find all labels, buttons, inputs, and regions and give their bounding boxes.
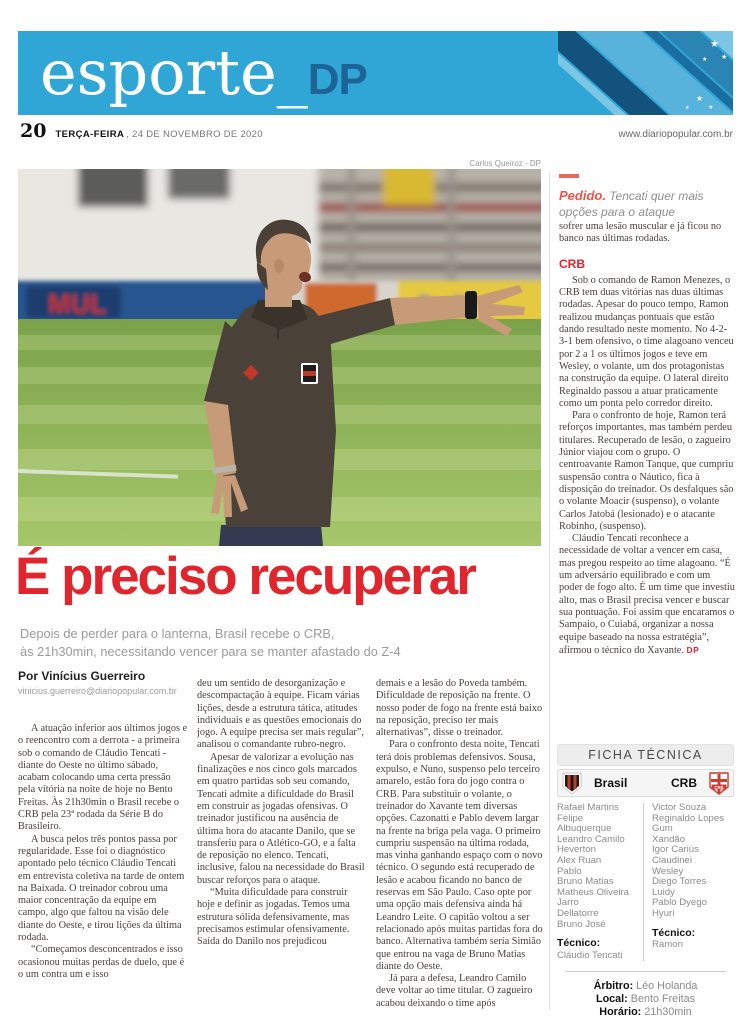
- player-name: Hyuri: [652, 907, 675, 919]
- paragraph: A busca pelos três pontos passa por regularidade. Esse foi o diagnóstico apontado pelo técnico Cláudio Tencati em entrevista coletiva na tarde de ontem na Baixada. O treinador cobrou uma maior concentração da equipe em campo, algo que faltou na visão dele diante do Oeste, e tirou lições da última rodada.: [18, 833, 185, 944]
- home-team-name: Brasil: [594, 776, 628, 790]
- svg-text:★: ★: [702, 57, 708, 63]
- match-fact-box: [557, 744, 734, 1019]
- venue-line: Local: Bento Freitas: [595, 993, 695, 1006]
- paragraph: deu um sentido de desorganização e descompactação à equipe. Ficam várias lições, desde a estrutura tática, atitudes individuais e as questões emocionais do jogo. A equipe precisa ser mais regular”, analisou o comandante rubro-negro.: [197, 678, 364, 751]
- section-title: esporte: [40, 36, 277, 109]
- player-name: Xandão: [652, 833, 686, 845]
- fact-box-divider: [565, 971, 726, 972]
- dateline: [20, 120, 733, 142]
- body-column-3: [376, 678, 546, 1024]
- player-name: Wesley: [652, 865, 684, 877]
- player-name: Jarro: [557, 897, 579, 909]
- player-name: Gum: [652, 823, 673, 835]
- paragraph: sofrer uma lesão muscular e já ficou no banco nas últimas rodadas.: [559, 221, 722, 245]
- player-name: Bruno José: [557, 918, 606, 930]
- page-number: 20: [20, 120, 47, 142]
- player-name: Leandro Camilo: [557, 833, 625, 845]
- masthead-graphic: [558, 31, 733, 115]
- paragraph: demais e a lesão do Poveda também. Dificuldade de reposição na frente. O nosso poder de fogo na frente está baixo na reposição, preciso ter mais alternativas”, disse o treinador.: [376, 678, 543, 739]
- paragraph: Já para a defesa, Leandro Camilo deve voltar ao time titular. O zagueiro acabou deixando o time após: [376, 973, 533, 1009]
- player-name: Claudinei: [652, 854, 693, 866]
- column-divider: [549, 172, 550, 1010]
- player-name: Pablo Dyego: [652, 897, 707, 909]
- crb-crest-icon: [707, 771, 731, 795]
- away-coach-name: Ramon: [652, 939, 683, 951]
- player-name: Matheus Oliveira: [557, 886, 629, 898]
- byline: [18, 669, 190, 696]
- body-column-2: [197, 678, 367, 1024]
- teams-row: [557, 769, 734, 797]
- author-email: vinicius.guerreiro@diariopopular.com.br: [18, 686, 177, 696]
- crb-heading: CRB: [559, 256, 585, 271]
- away-coach-label: Técnico:: [652, 926, 696, 939]
- headline: É preciso recuperar: [15, 547, 475, 606]
- date-text: , 24 DE NOVEMBRO DE 2020: [126, 129, 263, 140]
- paragraph: Sob o comando de Ramon Menezes, o CRB tem duas vitórias nas duas últimas rodadas. Apesar do pouco tempo, Ramon realizou mudanças pontuais que estão dando resultado neste momento. No 4-2-3-1 bem ofensivo, o time alagoano venceu por 2 a 1 os últimos jogos e teve em Wesley, o volante, um dos protagonistas na construção da equipe. O lateral direito Reginaldo passou a atuar praticamente como um ponta pelo corredor direito.: [559, 274, 734, 409]
- teaser-kicker: Pedido.: [559, 188, 606, 203]
- paragraph: Para o confronto de hoje, Ramon terá reforços importantes, mas também perdeu titulares. Recuperado de lesão, o zagueiro Júnior viajou com o grupo. O centroavante Ramon Tanque, que cumpriu suspensão contra o Náutico, fica à disposição do treinador. Os desfalques são o volante Moacir (suspenso), o volante Carlos Jatobá (lesionado) e o atacante Robinho, (suspenso).: [559, 410, 734, 532]
- teaser-text: Tencati quer mais opções para o ataque: [559, 189, 704, 219]
- referee-line: Árbitro: Léo Holanda: [593, 980, 698, 993]
- time-line: Horário: 21h30min: [599, 1006, 692, 1019]
- player-name: Victor Souza: [652, 802, 707, 813]
- deck-line-1: Depois de perder para o lanterna, Brasil recebe o CRB,: [20, 626, 335, 641]
- player-name: Luidy: [652, 886, 675, 898]
- player-name: Alex Ruan: [557, 854, 602, 866]
- brasil-crest-icon: [560, 771, 584, 795]
- svg-text:★: ★: [696, 94, 704, 103]
- player-name: Pablo: [557, 865, 582, 877]
- red-tick: [559, 174, 579, 178]
- paragraph: Apesar de valorizar a evolução nas finalizações e nos cinco gols marcados em quatro partidas sob seu comando, Tencati admite a dificuldade do Brasil em construir as jogadas ofensivas. O treinador justificou na ausência de última hora do atacante Danilo, que se transferiu para o Atlético-GO, e a falta de reposição no elenco. Tencati, inclusive, falou na necessidade do Brasil buscar reforços para o ataque.: [197, 751, 365, 886]
- player-name: Reginaldo Lopes: [652, 812, 725, 824]
- sidebar-body: [559, 221, 735, 740]
- officials-block: [557, 980, 734, 1019]
- away-lineup: [644, 803, 734, 961]
- svg-text:★: ★: [721, 54, 728, 61]
- dp-end-mark: DP: [686, 644, 700, 655]
- svg-text:CRB: CRB: [714, 784, 724, 790]
- paragraph: “Começamos desconcentrados e isso ocasionou muitas perdas de duelo, que é o um contra um e isso: [18, 944, 185, 980]
- player-name: Diego Torres: [652, 876, 707, 888]
- paragraph: “Muita dificuldade para construir hoje e definir as jogadas. Temos uma estrutura sólida defensivamente, mas precisamos estimular ofensivamente. Saída do Danilo nos prejudicou: [197, 887, 350, 948]
- fact-box-title: FICHA TÉCNICA: [557, 744, 734, 766]
- section-underscore: _: [276, 36, 308, 109]
- teaser: [559, 187, 733, 221]
- home-lineup: [557, 803, 644, 961]
- body-column-1: [18, 723, 188, 1024]
- author-name: Por Vinícius Guerreiro: [18, 669, 146, 683]
- player-name: Bruno Matias: [557, 876, 614, 888]
- player-name: Igor Cariús: [652, 844, 699, 856]
- paragraph: A atuação inferior aos últimos jogos e o reencontro com a derrota - a primeira sob o comando de Cláudio Tencati - diante do Oeste no último sábado, acabam colocando uma certa pressão pela vitória na noite de hoje no Bento Freitas. Às 21h30min o Brasil recebe o CRB pela 23ª rodada da Série B do Brasileiro.: [18, 723, 188, 833]
- player-name: Dellatorre: [557, 907, 599, 919]
- article-photo: [18, 169, 541, 546]
- coach-photo-illustration: [18, 169, 541, 546]
- paragraph: Cláudio Tencati reconhece a necessidade de voltar a vencer em casa, mas pregou respeito ao time alagoano. “É um adversário equilibrado e com um poder de fogo alto. É um time que investiu alto, mas o Brasil precisa vencer e buscar sua pontuação. Foi assim que encaramos o Sampaio, o Cuiabá, organizar a nossa equipe baseado na nossa estratégia”, afirmou o técnico do Xavante. DP: [559, 533, 735, 656]
- website-url: www.diariopopular.com.br: [618, 129, 733, 140]
- weekday: TERÇA-FEIRA: [55, 129, 125, 140]
- svg-text:★: ★: [685, 105, 690, 111]
- svg-text:★: ★: [708, 105, 714, 111]
- home-coach-name: Cláudio Tencati: [557, 949, 623, 961]
- masthead-text: [40, 35, 367, 111]
- home-coach-label: Técnico:: [557, 937, 601, 950]
- ad-text-mul: MUL: [48, 289, 107, 319]
- photo-credit: Carlos Queiroz - DP: [469, 159, 541, 168]
- away-team-name: CRB: [671, 776, 697, 790]
- player-name: Rafael Martins: [557, 802, 619, 813]
- player-name: Felipe Albuquerque: [557, 812, 612, 835]
- svg-text:★: ★: [710, 39, 719, 50]
- teaser-block: [559, 174, 733, 221]
- masthead-band: [18, 31, 733, 115]
- player-name: Heverton: [557, 844, 596, 856]
- deck: [20, 625, 460, 660]
- paragraph: Para o confronto desta noite, Tencati terá dois problemas defensivos. Sousa, expulso, e Nuno, suspenso pelo terceiro amarelo, estão fora do jogo contra o CRB. Para substituir o volante, o treinador do Xavante tem diversas opções. Cazonatti e Pablo devem largar na frente na briga pela vaga. O primeiro cumpriu suspensão na última rodada, mas vinha ganhando espaço com o novo técnico. O segundo está recuperado de lesão e acabou ficando no banco de reservas em São Paulo. Caso opte por uma opção mais defensiva ainda há Leandro Leite. O capitão voltou a ser relacionado após muitas partidas fora do banco. Alternativa também seria Simião que entrou na vaga de Bruno Matias diante do Oeste.: [376, 739, 543, 972]
- deck-line-2: às 21h30min, necessitando vencer para se manter afastado do Z-4: [20, 643, 401, 659]
- brand-dp: DP: [307, 55, 367, 104]
- lineups: [557, 803, 734, 961]
